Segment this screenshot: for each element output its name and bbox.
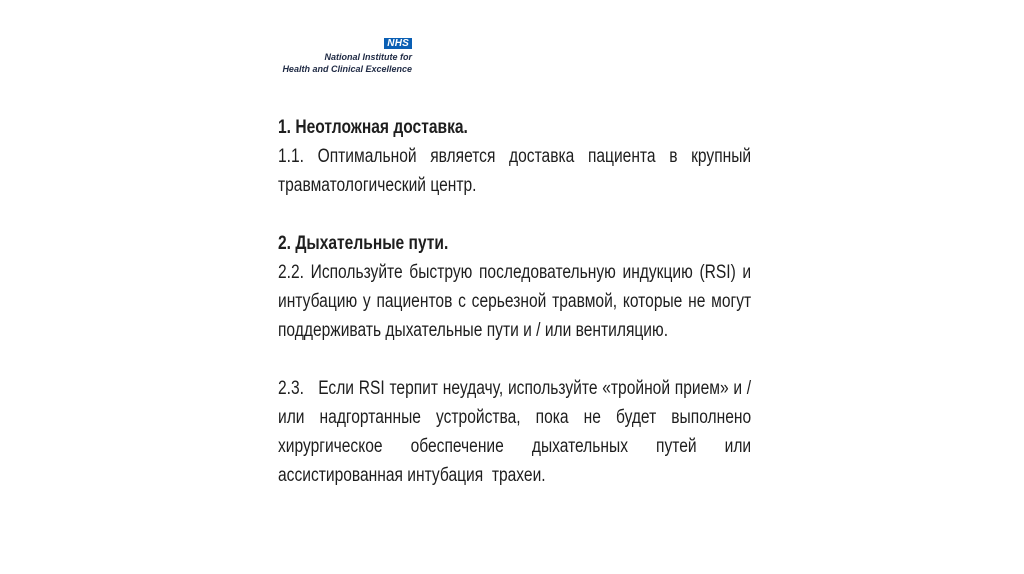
section-1-heading: 1. Неотложная доставка. (278, 117, 468, 138)
section-2-paragraph-1: 2.2. Используйте быструю последовательную индукцию (RSI) и интубацию у пациентов с серьезной травмой, которые не могут поддерживать дыхательные пути и / или вентиляцию. (278, 262, 752, 341)
nhs-nice-logo (273, 38, 415, 78)
spacer (278, 345, 751, 374)
spacer (278, 200, 751, 229)
logo-line-2: Health and Clinical Excellence (282, 64, 412, 74)
nhs-badge: NHS (384, 38, 412, 49)
slide-body (278, 113, 756, 490)
section-2-paragraph-2: 2.3. Если RSI терпит неудачу, используйте «тройной прием» и / или надгортанные устройства, пока не будет выполнено хирургическое обеспечение дыхательных путей или ассистированная интубация трахеи. (278, 378, 756, 486)
section-1-paragraph-1: 1.1. Оптимальной является доставка пациента в крупный травматологический центр. (278, 146, 752, 196)
logo-line-1: National Institute for (324, 52, 412, 62)
section-2-heading: 2. Дыхательные пути. (278, 233, 449, 254)
